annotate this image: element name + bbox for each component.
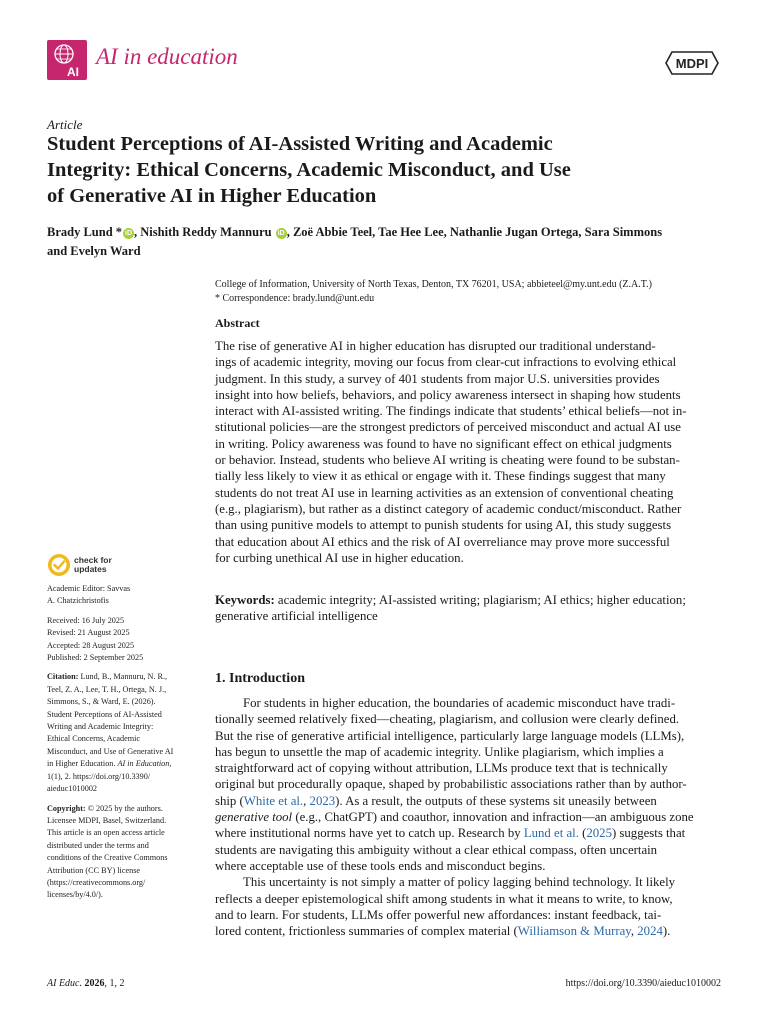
publisher-logo [664,50,720,76]
abstract-line: tially less likely to view it as ethical or engage with it. These findings suggest that many [215,469,666,484]
citation-line: Teel, Z. A., Lee, T. H., Ortega, N. J., [47,684,167,694]
date-revised: Revised: 21 August 2025 [47,628,130,638]
footer-journal-ref: AI Educ. 2026, 1, 2 [47,978,125,989]
check-updates-label: check for [74,555,112,565]
affiliation-line: College of Information, University of North Texas, Denton, TX 76201, USA; abbieteel@my.unt.edu (Z.A.T.) [215,279,652,290]
body-line: and to learn. For students, LLMs offer powerful new affordances: instant feedback, tai- [215,907,662,922]
citation-link[interactable]: 2025 [586,826,612,841]
date-published: Published: 2 September 2025 [47,653,144,663]
abstract-line: students do not treat AI use in learning activities as an extension of conventional cheating [215,485,674,500]
article-type: Article [47,117,83,132]
copyright-line: Copyright: © 2025 by the authors. [47,803,163,813]
abstract-line: or behavior. Instead, students who believe AI writing is cheating were found to be substan- [215,453,680,468]
copyright-line: This article is an open access article [47,828,165,838]
journal-title: AI in education [96,44,238,69]
body-line: original but procedurally opaque, shaped by probabilistic associations rather than by author- [215,777,687,792]
svg-text:AI: AI [67,65,79,79]
title-line: of Generative AI in Higher Education [47,185,377,207]
citation-line: Simmons, S., & Ward, E. (2026). [47,697,156,707]
body-line: students are navigating this ambiguity without a clear ethical compass, often uncertain [215,842,658,857]
keywords-list: academic integrity; AI-assisted writing; plagiarism; AI ethics; higher education; [274,593,686,607]
citation-link[interactable]: Lund et al. [523,826,579,841]
citation-line: Misconduct, and Use of Generative AI [47,746,174,756]
abstract-line: (e.g., plagiarism), but rather as a distinct category of academic conduct/misconduct. Rather [215,501,682,516]
citation-link[interactable]: Williamson & Murray [517,924,631,939]
author-name: , Nishith Reddy Mannuru [134,225,275,239]
editor-line: A. Chatzichristofis [47,596,109,606]
date-accepted: Accepted: 28 August 2025 [47,640,135,650]
body-line: This uncertainty is not simply a matter of policy lagging behind technology. It likely [243,875,676,890]
body-line: straightforward act of copying without attribution, LLMs produce text that is technically [215,761,668,776]
date-received: Received: 16 July 2025 [47,615,125,625]
citation-link[interactable]: 2023 [309,793,336,808]
abstract-line: interact with AI-assisted writing. The findings indicate that students’ ethical beliefs—not in- [215,404,687,419]
license-link[interactable]: (https://creativecommons.org/ [47,877,146,887]
citation-doi[interactable]: 1(1), 2. https://doi.org/10.3390/ [47,771,151,781]
author-name: Brady Lund * [47,225,123,239]
copyright-line: conditions of the Creative Commons [47,853,168,863]
title-line: Integrity: Ethical Concerns, Academic Misconduct, and Use [47,159,571,181]
copyright-line: Licensee MDPI, Basel, Switzerland. [47,815,167,825]
abstract-line: insight into how beliefs, behaviors, and policy awareness intersect in shaping how students [215,387,681,402]
author-list [47,223,727,261]
abstract-heading: Abstract [215,316,260,330]
title-line: Student Perceptions of AI-Assisted Writing and Academic [47,133,553,155]
abstract-body [215,338,727,566]
citation-line: Citation: Lund, B., Mannuru, N. R., [47,672,168,682]
body-line: has begun to unsettle the map of academic integrity. Unlike plagiarism, which implies a [215,744,664,759]
abstract-line: The rise of generative AI in higher education has disrupted our traditional understand- [215,339,656,353]
body-line: where acceptable use of these tools ends and misconduct begins. [215,858,546,873]
correspondence: * Correspondence: brady.lund@unt.edu [215,293,375,304]
citation-line: Student Perceptions of AI-Assisted [47,709,162,719]
body-line: reflects a deeper epistemological shift among students in what it means to write, to know, [215,891,673,906]
body-line: tionally seemed relatively fixed—cheating, plagiarism, and collusion were clearly defined. [215,712,680,727]
body-line: ship (White et al., 2023). As a result, the outputs of these systems sit uneasily between [215,793,657,808]
citation-line: in Higher Education. AI in Education, [47,759,172,769]
body-line: For students in higher education, the boundaries of academic misconduct have tradi- [243,696,676,710]
publisher-name: MDPI [675,56,709,71]
abstract-line: ings of academic integrity, moving our focus from clear-cut infractions to evolving ethical [215,355,677,370]
orcid-icon[interactable]: iD [125,230,133,237]
article-metadata [47,583,207,902]
paper-title [47,131,727,209]
keywords [215,592,727,625]
license-link[interactable]: licenses/by/4.0/). [47,890,103,900]
abstract-line: in writing. Policy awareness was found to have no significant effect on ethical judgments [215,436,672,451]
check-updates-label: updates [74,564,107,574]
body-line: generative tool (e.g., ChatGPT) and coauthor, innovation and infraction—an ambiguous zone [215,810,694,825]
check-for-updates-button[interactable] [47,553,117,581]
citation-line: Ethical Concerns, Academic [47,734,140,744]
journal-logo [47,40,87,80]
abstract-line: than using punitive models to attempt to punish students for using AI, this study suggests [215,518,672,533]
footer-doi-link[interactable]: https://doi.org/10.3390/aieduc1010002 [565,978,721,989]
globe-icon [47,40,87,80]
editor-line: Academic Editor: Savvas [47,584,131,593]
citation-link[interactable]: White et al. [243,793,304,808]
body-line: where institutional norms have yet to catch up. Research by Lund et al. (2025) suggests that [215,826,686,841]
body-line: But the rise of generative artificial intelligence, particularly large language models (LLMs), [215,728,685,743]
abstract-line: stitutional policies—are the strongest predictors of perceived misconduct and actual AI use [215,420,681,435]
abstract-line: for curbing unethical AI use in higher education. [215,550,464,565]
affiliation [215,278,652,306]
introduction-body [215,695,727,939]
abstract-line: judgment. In this study, a survey of 401 students from major U.S. universities provides [215,371,660,386]
keywords-list: generative artificial intelligence [215,609,378,624]
check-updates-icon [47,553,71,577]
citation-line: Writing and Academic Integrity: [47,722,154,732]
abstract-line: that education about AI ethics and the risk of AI overreliance may prove more successful [215,534,670,549]
citation-link[interactable]: 2024 [637,924,663,939]
section-heading: 1. Introduction [215,671,305,686]
citation-doi[interactable]: aieduc1010002 [47,784,98,794]
orcid-icon[interactable]: iD [277,230,285,237]
author-names: , Zoë Abbie Teel, Tae Hee Lee, Nathanlie Jugan Ortega, Sara Simmons [286,225,663,239]
copyright-line: distributed under the terms and [47,840,149,850]
body-line: lored content, frictionless summaries of complex material (Williamson & Murray, 2024). [215,924,671,939]
author-names: and Evelyn Ward [47,244,141,258]
keywords-label: Keywords: [215,593,275,607]
copyright-line: Attribution (CC BY) license [47,865,141,875]
